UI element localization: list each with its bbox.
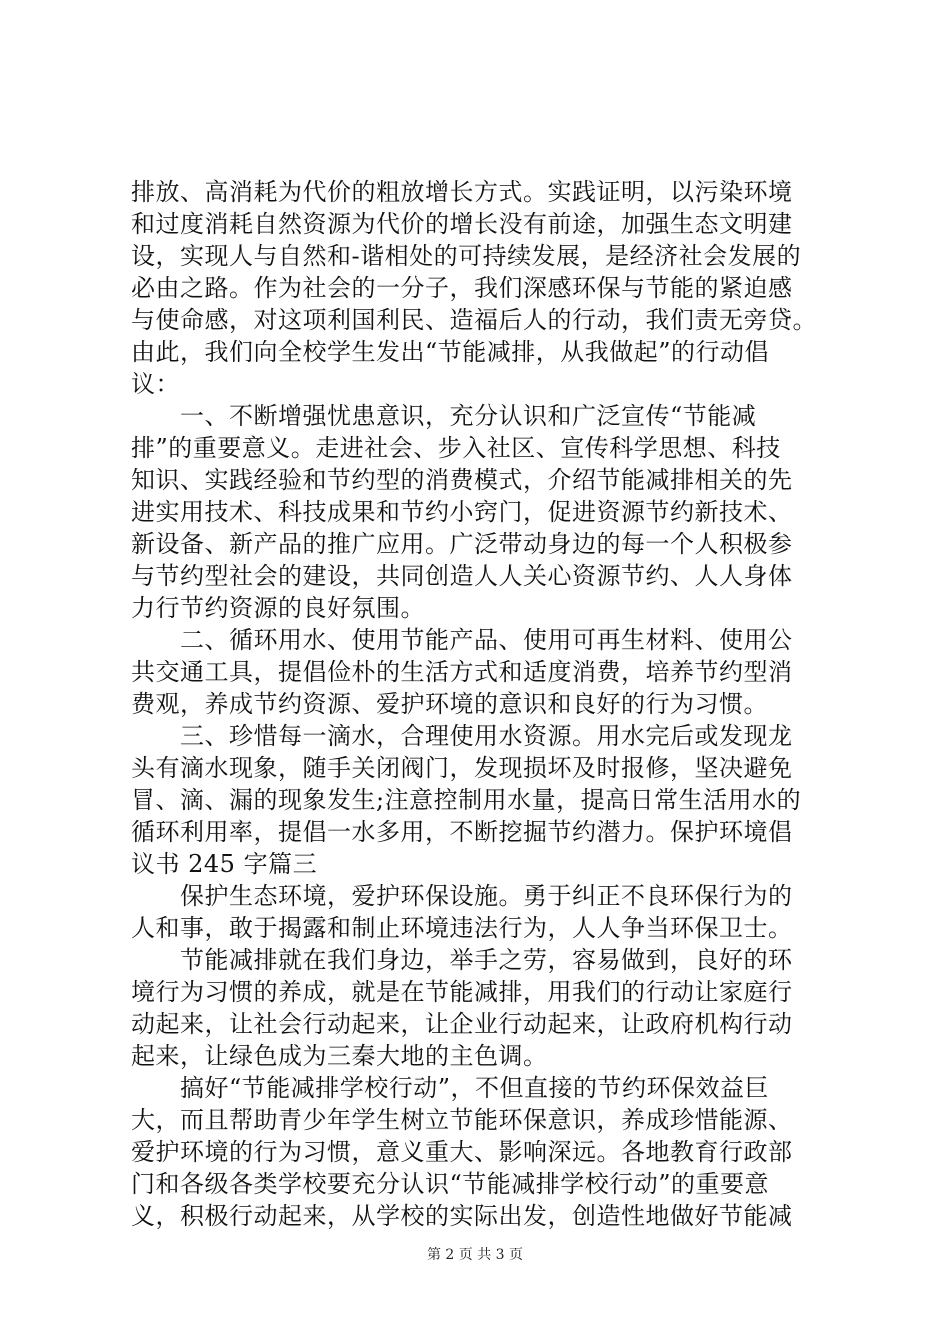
text-line: 排”的重要意义。走进社会、步入社区、宣传科学思想、科技 — [131, 434, 781, 462]
text-line: 进实用技术、科技成果和节约小窍门，促进资源节约新技术、 — [131, 498, 793, 526]
text-line: 三、珍惜每一滴水，合理使用水资源。用水完后或发现龙 — [131, 722, 793, 750]
page-footer — [0, 1244, 950, 1264]
text-line: 义，积极行动起来，从学校的实际出发，创造性地做好节能减 — [131, 1202, 793, 1230]
text-line: 境行为习惯的养成，就是在节能减排，用我们的行动让家庭行 — [131, 978, 793, 1006]
text-line: 一、不断增强忧患意识，充分认识和广泛宣传“节能减 — [131, 402, 757, 430]
text-line: 人和事，敢于揭露和制止环境违法行为，人人争当环保卫士。 — [131, 914, 793, 942]
page-number-label: 第 2 页 共 3 页 — [426, 1247, 524, 1263]
text-line: 新设备、新产品的推广应用。广泛带动身边的每一个人积极参 — [131, 530, 793, 558]
text-line: 冒、滴、漏的现象发生;注意控制用水量，提高日常生活用水的 — [131, 786, 802, 814]
text-line: 搞好“节能减排学校行动”，不但直接的节约环保效益巨 — [131, 1074, 770, 1102]
text-line: 门和各级各类学校要充分认识“节能减排学校行动”的重要意 — [131, 1170, 770, 1198]
text-line: 设，实现人与自然和-谐相处的可持续发展，是经济社会发展的 — [131, 242, 802, 270]
text-line: 必由之路。作为社会的一分子，我们深感环保与节能的紧迫感 — [131, 274, 793, 302]
text-line: 节能减排就在我们身边，举手之劳，容易做到，良好的环 — [131, 946, 793, 974]
text-line: 二、循环用水、使用节能产品、使用可再生材料、使用公 — [131, 626, 793, 654]
body-text — [131, 176, 831, 1232]
text-line: 共交通工具，提倡俭朴的生活方式和适度消费，培养节约型消 — [131, 658, 793, 686]
text-line: 和过度消耗自然资源为代价的增长没有前途，加强生态文明建 — [131, 210, 793, 238]
text-line: 保护生态环境，爱护环保设施。勇于纠正不良环保行为的 — [131, 882, 793, 910]
text-line: 议书 245 字篇三 — [131, 850, 318, 878]
text-line: 排放、高消耗为代价的粗放增长方式。实践证明，以污染环境 — [131, 178, 793, 206]
text-line: 循环利用率，提倡一水多用，不断挖掘节约潜力。保护环境倡 — [131, 818, 793, 846]
text-line: 头有滴水现象，随手关闭阀门，发现损坏及时报修，坚决避免 — [131, 754, 793, 782]
text-line: 力行节约资源的良好氛围。 — [131, 594, 425, 622]
text-line: 知识、实践经验和节约型的消费模式，介绍节能减排相关的先 — [131, 466, 793, 494]
text-line: 与使命感，对这项利国利民、造福后人的行动，我们责无旁贷。 — [131, 306, 817, 334]
text-line: 由此，我们向全校学生发出“节能减排，从我做起”的行动倡 — [131, 338, 770, 366]
text-line: 起来，让绿色成为三秦大地的主色调。 — [131, 1042, 548, 1070]
text-line: 议： — [131, 370, 180, 398]
text-line: 动起来，让社会行动起来，让企业行动起来，让政府机构行动 — [131, 1010, 793, 1038]
text-line: 爱护环境的行为习惯，意义重大、影响深远。各地教育行政部 — [131, 1138, 793, 1166]
text-line: 大，而且帮助青少年学生树立节能环保意识，养成珍惜能源、 — [131, 1106, 793, 1134]
text-line: 费观，养成节约资源、爱护环境的意识和良好的行为习惯。 — [131, 690, 768, 718]
text-line: 与节约型社会的建设，共同创造人人关心资源节约、人人身体 — [131, 562, 793, 590]
